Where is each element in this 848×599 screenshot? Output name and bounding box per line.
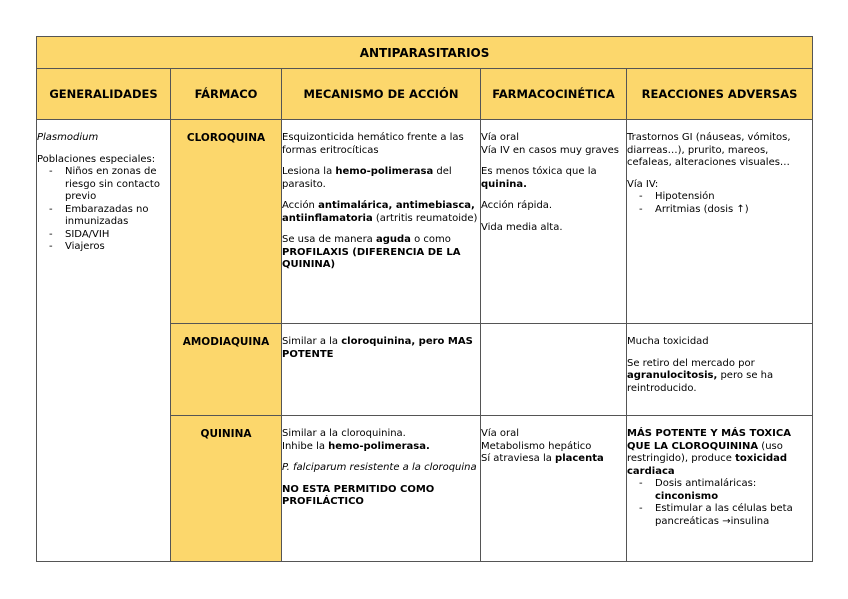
text: Se retiro del mercado por [627,357,755,369]
text-bold: NO ESTA PERMITIDO COMO PROFILÁCTICO [282,483,435,507]
list-item: - Arritmias (dosis ↑) [655,204,812,217]
text: Inhibe la [282,440,329,452]
reacciones-amodiaquina [627,324,813,416]
text: Dosis antimaláricas: [655,478,757,489]
text: (artritis reumatoide) [372,212,478,224]
drug-quinina: QUININA [171,416,282,562]
list-item: - Embarazadas no inmunizadas [65,204,170,229]
text-bold: cloroquinina, pero MAS POTENTE [282,336,473,360]
text-bold: toxicidad cardiaca [627,453,788,477]
text: Similar a la cloroquinina. [282,428,406,439]
text: Lesiona la [282,166,336,177]
list-item: - Niños en zonas de riesgo sin contacto previo [65,166,170,204]
text: Acción [282,200,319,211]
text: del parasito. [282,166,452,190]
drug-amodiaquina: AMODIAQUINA [171,324,282,416]
text-bold: antimalárica, antimebiasca, antiinflamatoria [282,200,475,224]
mecanismo-amodiaquina [282,324,481,416]
reacciones-list [627,478,812,528]
populations-list [37,166,170,254]
reacciones-cloroquina [627,120,813,324]
populations-label: Poblaciones especiales: [37,153,156,165]
organism-text: Plasmodium [37,132,99,143]
text: Acción rápida. [481,200,553,211]
mec-text: Esquizonticida hemático frente a las formas eritrocíticas [282,132,464,156]
header-farmacocinetica: FARMACOCINÉTICA [481,69,627,120]
text-italic: P. falciparum resistente a la cloroquina [282,462,477,473]
text-bold: PROFILAXIS (DIFERENCIA DE LA QUININA) [282,246,461,270]
farmacocinetica-amodiaquina [481,324,627,416]
list-item: - SIDA/VIH [65,229,170,242]
antiparasitarios-table [36,36,813,562]
farmacocinetica-cloroquina [481,120,627,324]
text-bold: aguda [376,234,411,245]
table-row-cloroquina [37,120,813,324]
header-generalidades: GENERALIDADES [37,69,171,120]
text: Vía IV: [627,178,659,190]
reacciones-quinina [627,416,813,562]
text-bold: MÁS POTENTE Y MÁS TOXICA QUE LA CLOROQUININA [627,428,791,452]
text: Vida media alta. [481,221,563,233]
drug-cloroquina: CLOROQUINA [171,120,282,324]
text: o como [410,234,451,245]
text: (uso restringido), produce [627,440,783,464]
text-bold: cinconismo [655,490,719,502]
list-item: - Viajeros [65,241,170,254]
table-title: ANTIPARASITARIOS [37,37,813,69]
generalidades-cell [37,120,171,562]
text: Es menos tóxica que la [481,166,597,177]
text-bold: hemo-polimerasa [335,166,434,177]
text: Mucha toxicidad [627,336,709,347]
list-item: - Estimular a las células beta pancreáticas →insulina [655,503,812,528]
text-bold: placenta [555,453,604,464]
mecanismo-cloroquina [282,120,481,324]
header-reacciones: REACCIONES ADVERSAS [627,69,813,120]
list-item [655,478,812,503]
text: pero se ha reintroducido. [627,370,774,394]
text: Vía oral [481,428,520,439]
text: Metabolismo hepático [481,440,592,452]
text: Sí atraviesa la [481,453,556,464]
text: Vía oral [481,132,520,143]
text: Se usa de manera [282,234,376,245]
text-bold: hemo-polimerasa. [328,440,430,452]
mecanismo-quinina [282,416,481,562]
reacciones-list [627,191,812,216]
header-mecanismo: MECANISMO DE ACCIÓN [282,69,481,120]
header-farmaco: FÁRMACO [171,69,282,120]
text: Vía IV en casos muy graves [481,144,619,156]
list-item: - Hipotensión [655,191,812,204]
farmacocinetica-quinina [481,416,627,562]
text: Similar a la [282,336,342,347]
text: Trastornos GI (náuseas, vómitos, diarreas…), prurito, mareos, cefaleas, alteraciones visuales… [627,132,791,168]
text-bold: agranulocitosis, [627,370,718,381]
text-bold: quinina. [481,178,527,190]
